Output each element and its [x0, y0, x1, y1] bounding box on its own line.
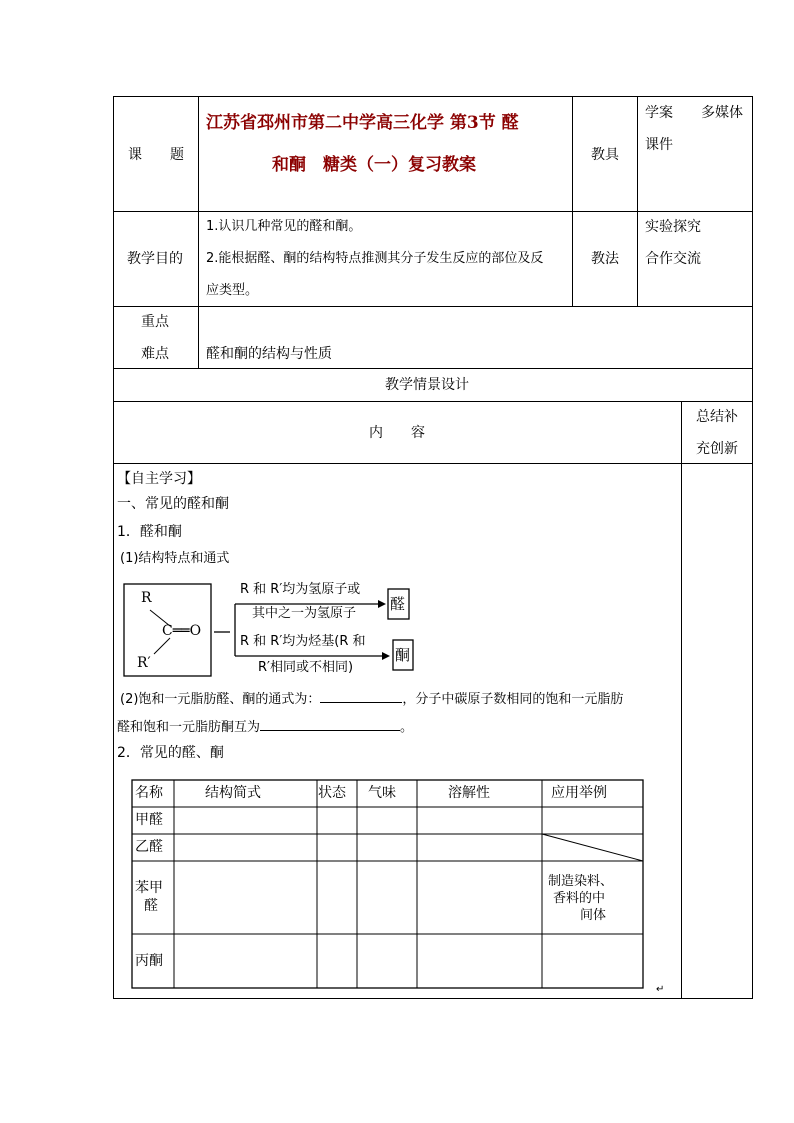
goals-line1: 1.认识几种常见的醛和酮。: [206, 219, 362, 234]
table-header-odor: 气味: [368, 785, 396, 801]
table-header-solubility: 溶解性: [448, 785, 490, 801]
self-study-heading: 【自主学习】: [117, 471, 201, 487]
col-sep-tools: [572, 96, 573, 306]
summary-label-line2: 充创新: [696, 441, 738, 457]
summary-label-line1: 总结补: [696, 409, 738, 425]
table-border-bottom: [113, 998, 753, 999]
col-sep-label: [198, 96, 199, 368]
formula-text-b: ，分子中碳原子数相同的饱和一元脂肪: [402, 692, 624, 707]
goals-label: 教学目的: [127, 251, 183, 267]
table-cell-application: 制造染料、: [548, 874, 614, 889]
item1-heading: 1．醛和酮: [117, 524, 182, 540]
table-row-name: 甲醛: [135, 812, 163, 828]
key-label: 重点: [141, 314, 169, 330]
branch1-line2: 其中之一为氢原子: [252, 606, 357, 621]
formula-sentence-line2: [117, 718, 413, 736]
method-line1: 实验探究: [645, 219, 701, 235]
table-row-name: 乙醛: [135, 839, 163, 855]
table-header-state: 状态: [318, 785, 346, 801]
row-sep-5: [113, 463, 753, 464]
page-title-line1: 江苏省邳州市第二中学高三化学 第3节 醛: [206, 113, 519, 133]
branch2-line2: R′相同或不相同): [258, 660, 354, 675]
row-sep-1: [113, 211, 753, 212]
table-row-name: 丙酮: [135, 953, 163, 969]
design-label: 教学情景设计: [385, 377, 469, 393]
branch1-result: 醛: [390, 595, 406, 613]
diagram-r-top: R: [141, 590, 152, 606]
table-row-name: 醛: [144, 898, 158, 914]
item2-heading: 2．常见的醛、酮: [117, 745, 224, 761]
table-row-name: 苯甲: [135, 880, 163, 896]
formula-blank-1[interactable]: [320, 690, 402, 703]
table-header-application: 应用举例: [551, 785, 607, 801]
table-cell-application: 间体: [580, 908, 607, 923]
table-border-right: [752, 96, 753, 999]
formula-text-c: 醛和饱和一元脂肪酮互为: [117, 720, 261, 735]
key-value: 醛和酮的结构与性质: [206, 346, 332, 362]
tools-value-line1: 学案 多媒体: [645, 105, 743, 121]
row-sep-3: [113, 368, 753, 369]
formula-text-d: 。: [400, 720, 414, 735]
formula-text-a: (2)饱和一元脂肪醛、酮的通式为：: [120, 692, 321, 707]
tools-label: 教具: [591, 147, 619, 163]
branch2-result: 酮: [395, 646, 411, 664]
difficulty-label: 难点: [141, 346, 169, 362]
row-sep-4: [113, 401, 753, 402]
table-border-top: [113, 96, 753, 97]
method-line2: 合作交流: [645, 251, 701, 267]
diagram-carbonyl: C══O: [162, 623, 202, 639]
branch1-line1: R 和 R′均为氢原子或: [240, 582, 361, 597]
lesson-label: 课 题: [128, 147, 184, 163]
table-header-structure: 结构简式: [205, 785, 261, 801]
branch2-line1: R 和 R′均为烃基(R 和: [240, 634, 366, 649]
content-label: 内 容: [369, 425, 425, 441]
tools-value-line2: 课件: [645, 137, 673, 153]
page-title-line2: 和酮 糖类（一）复习教案: [272, 155, 476, 175]
sub1-heading: (1)结构特点和通式: [120, 551, 230, 566]
formula-blank-2[interactable]: [260, 718, 400, 731]
diagram-r-bottom: R′: [137, 655, 151, 671]
method-label: 教法: [591, 251, 619, 267]
col-sep-tools-value: [637, 96, 638, 306]
table-cell-application: 香料的中: [553, 891, 606, 906]
return-mark: ↵: [656, 984, 665, 995]
goals-line3: 应类型。: [206, 283, 259, 298]
section-heading: 一、常见的醛和酮: [117, 496, 229, 512]
col-sep-side: [681, 401, 682, 998]
row-sep-2: [113, 306, 753, 307]
table-border-left: [113, 96, 114, 999]
formula-sentence-line1: [120, 690, 623, 708]
goals-line2: 2.能根据醛、酮的结构特点推测其分子发生反应的部位及反: [206, 251, 544, 266]
table-header-name: 名称: [135, 785, 163, 801]
